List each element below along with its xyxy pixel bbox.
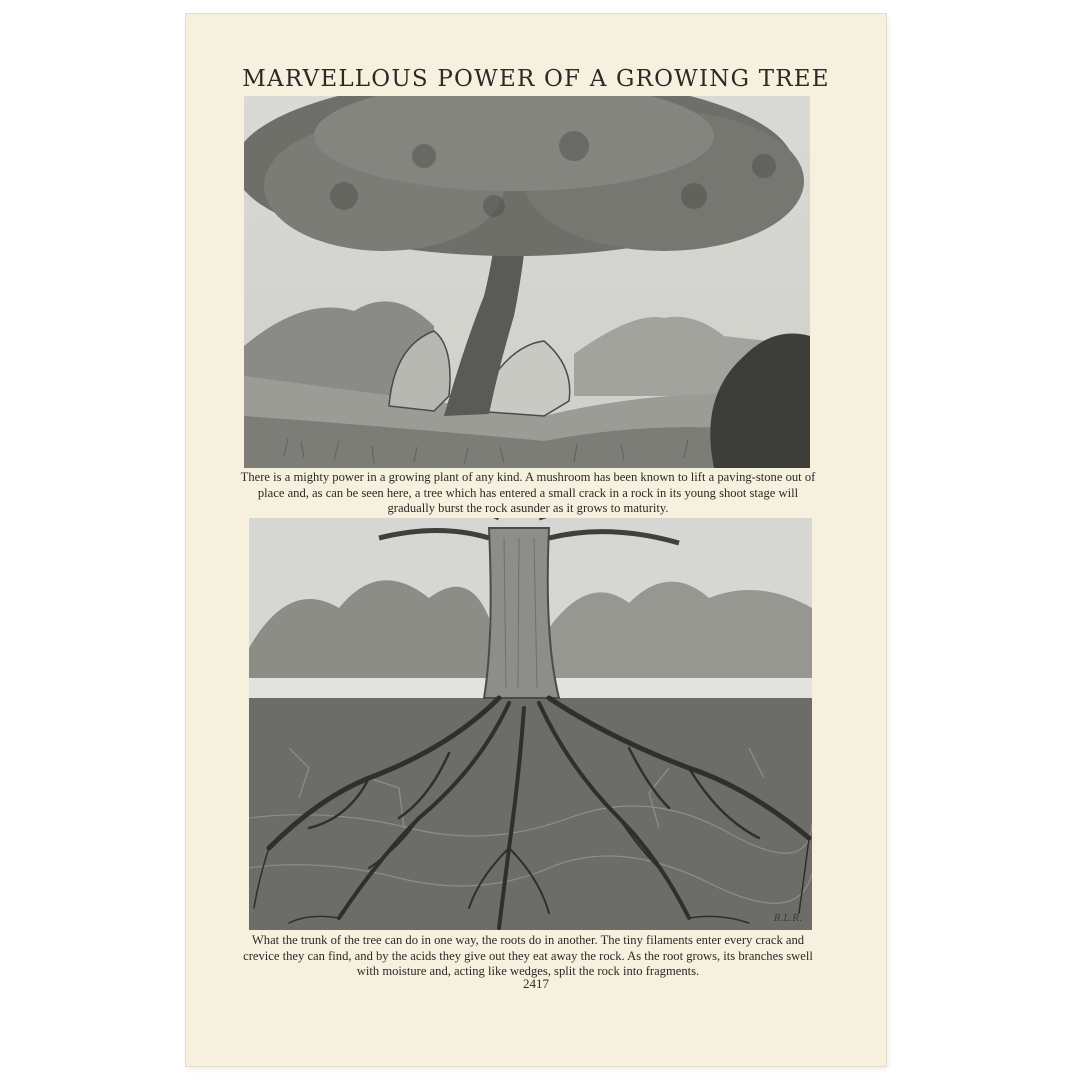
illustration-drawing	[244, 96, 810, 468]
tree-roots-cracking-rock-illustration	[249, 518, 812, 930]
artist-signature: R.L.R.	[773, 914, 802, 924]
figure-caption-1: There is a mighty power in a growing plant of any kind. A mushroom has been known to lift a paving-stone out of place and, as can be seen here, a tree which has entered a small crack in a rock in its young shoot stage will gradually burst the rock asunder as it grows to maturity.	[240, 470, 816, 515]
tree-splitting-rock-illustration	[244, 96, 810, 468]
illustration-drawing	[249, 518, 812, 930]
page-number: 2417	[523, 976, 549, 991]
page-title: MARVELLOUS POWER OF A GROWING TREE	[242, 66, 830, 92]
figure-caption-2: What the trunk of the tree can do in one way, the roots do in another. The tiny filaments enter every crack and crevice they can find, and by the acids they give out they eat away the rock. As the root grows, its branches swell with moisture and, acting like wedges, split the rock into fragments.	[243, 933, 813, 978]
book-page	[186, 14, 886, 1066]
